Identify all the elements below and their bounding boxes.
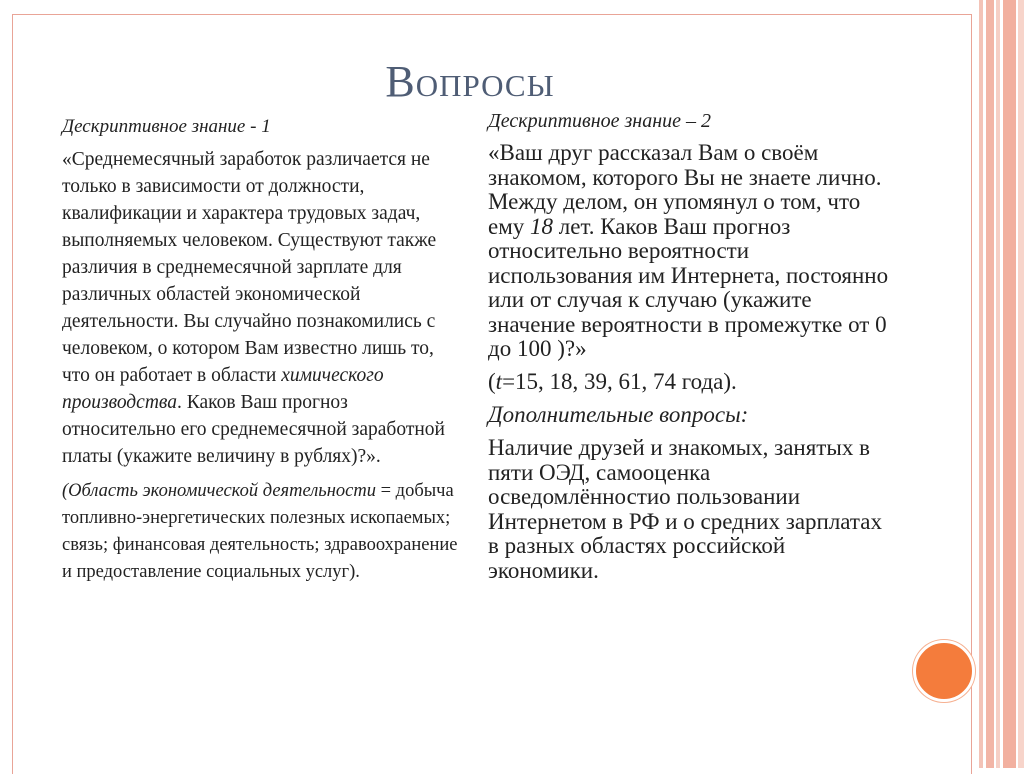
ages-values: =15, 18, 39, 61, 74 года). xyxy=(502,368,737,394)
slide-title: Вопросы xyxy=(385,57,555,106)
decor-stripe xyxy=(1018,0,1024,768)
right-question-emphasis: 18 xyxy=(530,213,554,239)
decor-stripe xyxy=(979,0,983,768)
left-question-text: «Среднемесячный заработок различается не только в зависимости от должности, квалификации и характера трудовых задач, выполняемых человеком. Существуют также различия в среднемесячной зарплате для различных областей экономической деятельности. Вы случайно познакомились с человеком, о котором Вам известно лишь то, что он работает в области xyxy=(62,149,437,386)
left-heading: Дескриптивное знание - 1 xyxy=(62,116,271,137)
left-column xyxy=(62,116,462,594)
extra-heading: Дополнительные вопросы: xyxy=(488,402,749,427)
left-note-emphasis: (Область экономической деятельности xyxy=(62,481,376,501)
left-question-emphasis: химического производства xyxy=(62,365,384,413)
ages-open: ( xyxy=(488,368,496,394)
extra-text: Наличие друзей и знакомых, занятых в пяти ОЭД, самооценка осведомлённостио пользовании Интернетом в РФ и о средних зарплатах в разных областях российской экономики. xyxy=(488,435,882,583)
decor-stripe xyxy=(986,0,994,768)
right-column xyxy=(488,110,898,591)
right-question-text: «Ваш друг рассказал Вам о своём знакомом, которого Вы не знаете лично. Между делом, он упомянул о том, что ему xyxy=(488,140,882,239)
decor-circle xyxy=(913,640,975,702)
decor-stripe xyxy=(1003,0,1016,768)
right-question xyxy=(488,141,898,362)
right-heading: Дескриптивное знание – 2 xyxy=(488,110,712,132)
left-question-text-end: . Каков Ваш прогноз относительно его среднемесячной заработной платы (укажите величину в рублях)?». xyxy=(62,392,445,467)
left-question xyxy=(62,146,462,470)
left-note xyxy=(62,478,462,586)
right-question-text-end: лет. Каков Ваш прогноз относительно вероятности использования им Интернета, постоянно или от случая к случаю (укажите значение вероятности в промежутке от 0 до 100 )?» xyxy=(488,213,889,361)
ages-line xyxy=(488,370,898,395)
decor-stripe xyxy=(996,0,1000,768)
left-note-text: = добыча топливно-энергетических полезных ископаемых; связь; финансовая деятельность; здравоохранение и предоставление социальных услуг). xyxy=(62,481,458,582)
ages-variable: t xyxy=(495,368,503,394)
